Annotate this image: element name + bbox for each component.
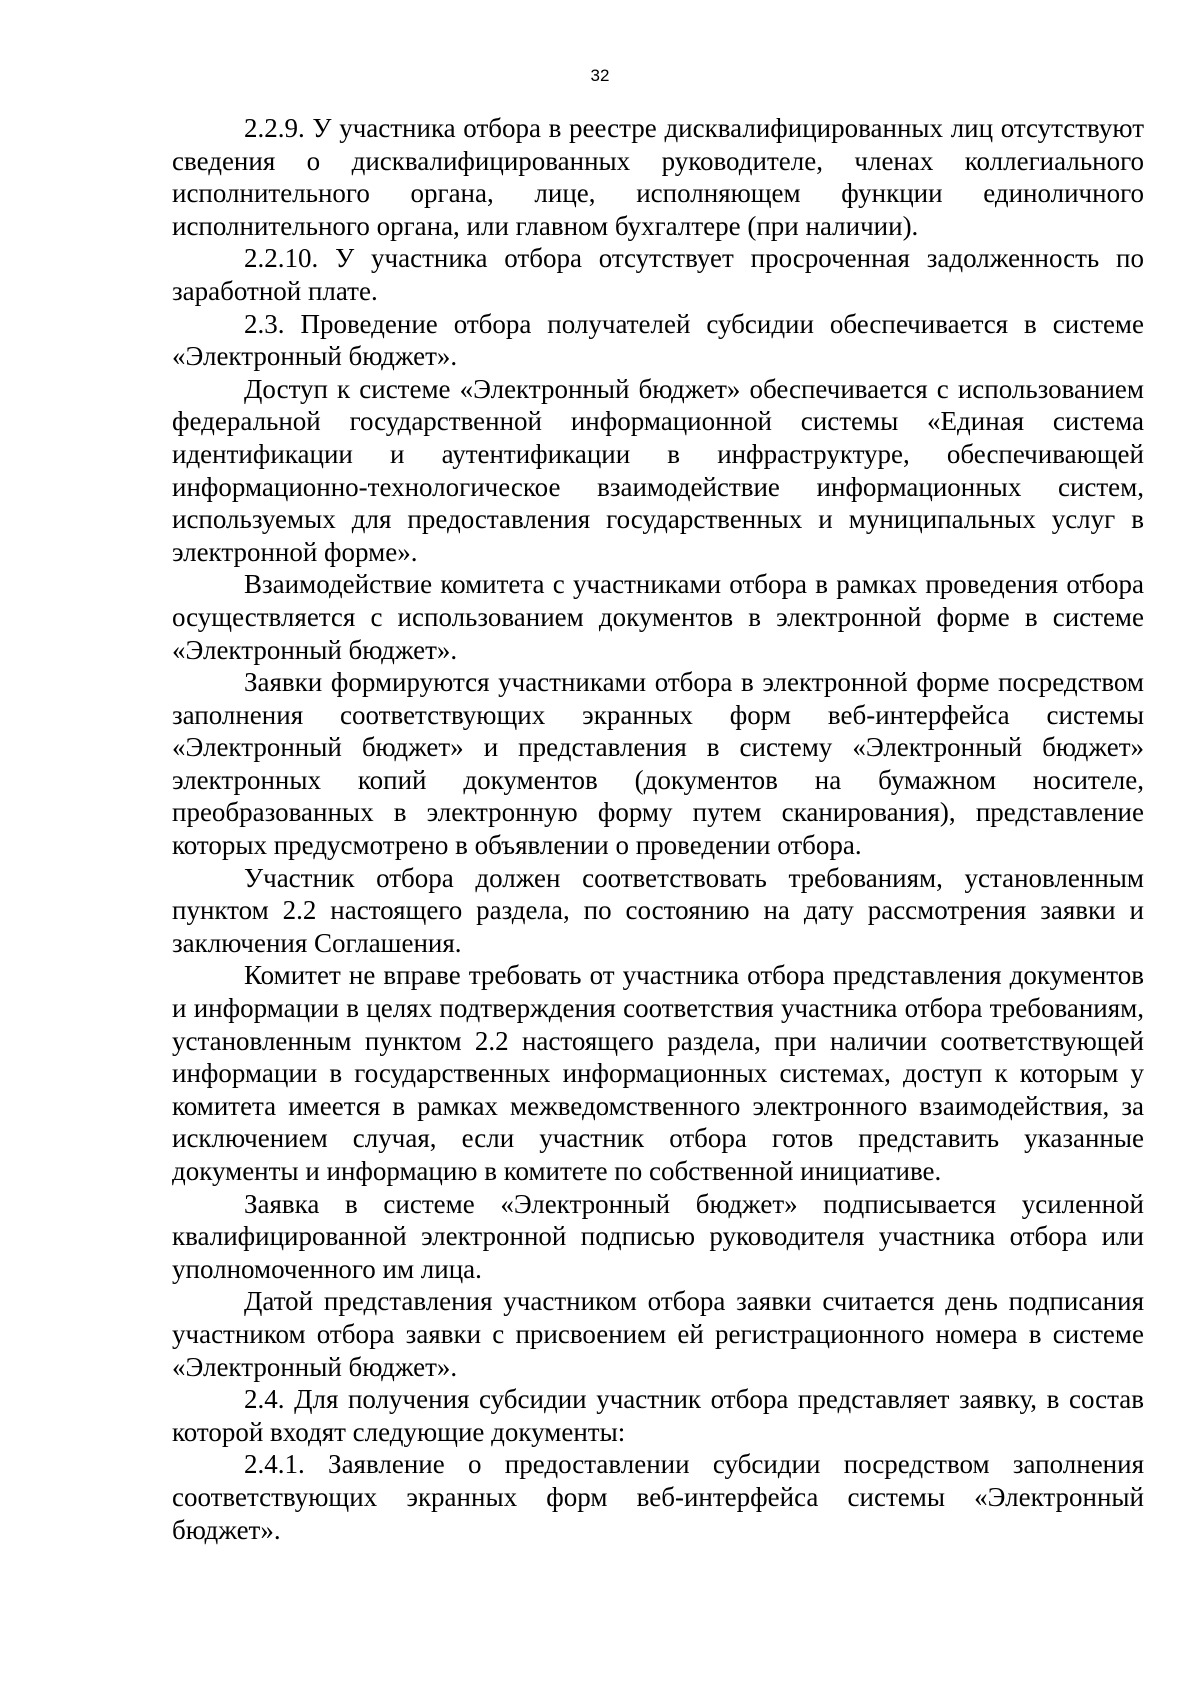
paragraph-2-2-9: 2.2.9. У участника отбора в реестре дисквалифицированных лиц отсутствуют сведения о дисквалифицированных руководителе, членах коллегиального исполнительного органа, лице, исполняющем функции единоличного исполнительного органа, или главном бухгалтере (при наличии). <box>172 113 1144 241</box>
paragraph-committee: Комитет не вправе требовать от участника отбора представления документов и информации в целях подтверждения соответствия участника отбора требованиям, установленным пунктом 2.2 настоящего раздела, при наличии соответствующей информации в государственных информационных системах, доступ к которым у комитета имеется в рамках межведомственного электронного взаимодействия, за исключением случая, если участник отбора готов представить указанные документы и информацию в комитете по собственной инициативе. <box>172 960 1144 1186</box>
paragraph-signature: Заявка в системе «Электронный бюджет» подписывается усиленной квалифицированной электронной подписью руководителя участника отбора или уполномоченного им лица. <box>172 1188 1144 1284</box>
paragraph-2-4-1: 2.4.1. Заявление о предоставлении субсидии посредством заполнения соответствующих экранных форм веб-интерфейса системы «Электронный бюджет». <box>172 1449 1144 1545</box>
paragraph-requirements: Участник отбора должен соответствовать требованиям, установленным пунктом 2.2 настоящего раздела, по состоянию на дату рассмотрения заявки и заключения Соглашения. <box>172 862 1144 958</box>
paragraph-submission-date: Датой представления участником отбора заявки считается день подписания участником отбора заявки с присвоением ей регистрационного номера в системе «Электронный бюджет». <box>172 1286 1144 1382</box>
paragraph-2-4: 2.4. Для получения субсидии участник отбора представляет заявку, в состав которой входят следующие документы: <box>172 1384 1144 1447</box>
paragraph-access: Доступ к системе «Электронный бюджет» обеспечивается с использованием федеральной государственной информационной системы «Единая система идентификации и аутентификации в инфраструктуре, обеспечивающей информационно-технологическое взаимодействие информационных систем, используемых для предоставления государственных и муниципальных услуг в электронной форме». <box>172 373 1144 567</box>
page-number: 32 <box>590 66 610 85</box>
document-body <box>172 112 1144 1546</box>
paragraph-2-2-10: 2.2.10. У участника отбора отсутствует просроченная задолженность по заработной плате. <box>172 243 1144 306</box>
paragraph-2-3: 2.3. Проведение отбора получателей субсидии обеспечивается в системе «Электронный бюджет». <box>172 308 1144 372</box>
paragraph-applications: Заявки формируются участниками отбора в электронной форме посредством заполнения соответствующих экранных форм веб-интерфейса системы «Электронный бюджет» и представления в систему «Электронный бюджет» электронных копий документов (документов на бумажном носителе, преобразованных в электронную форму путем сканирования), представление которых предусмотрено в объявлении о проведении отбора. <box>172 667 1144 861</box>
paragraph-interaction: Взаимодействие комитета с участниками отбора в рамках проведения отбора осуществляется с использованием документов в электронной форме в системе «Электронный бюджет». <box>172 569 1144 665</box>
